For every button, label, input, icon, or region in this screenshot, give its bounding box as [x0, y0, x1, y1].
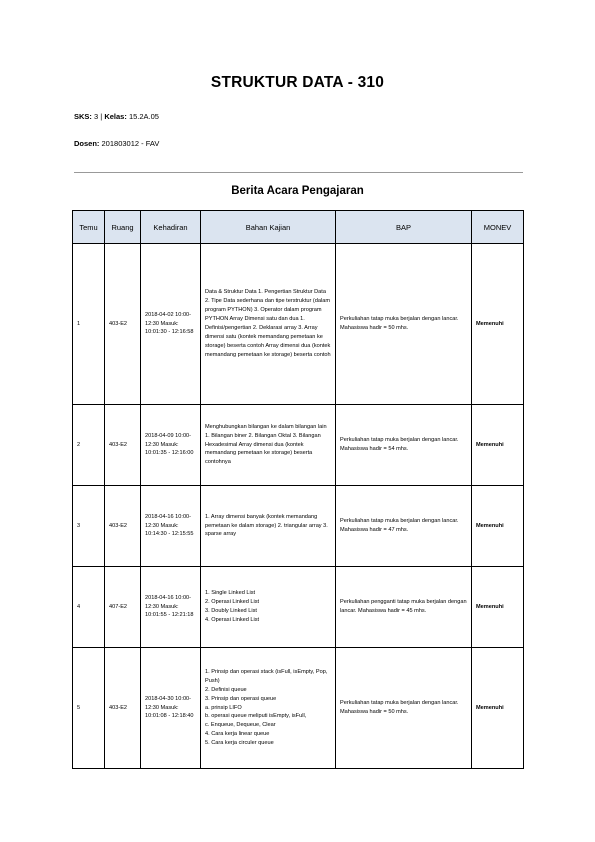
- cell-monev: Memenuhi: [472, 405, 524, 486]
- bahan-kajian-line: 4. Cara kerja linear queue: [205, 731, 270, 738]
- bahan-kajian-line: c. Enqueue, Dequeue, Clear: [205, 722, 276, 729]
- cell-temu: 5: [73, 648, 105, 769]
- cell-bap: Perkuliahan tatap muka berjalan dengan lancar. Mahasiswa hadir = 50 mhs.: [336, 244, 472, 405]
- sks-value: 3: [94, 112, 99, 121]
- cell-bahan-kajian: [201, 405, 336, 486]
- bahan-kajian-line: b. operasi queue meliputi isEmpty, isFull,: [205, 713, 307, 720]
- cell-ruang: 407-E2: [105, 567, 141, 648]
- cell-kehadiran: 2018-04-16 10:00-12:30 Masuk: 10:14:30 - 12:15:55: [141, 486, 201, 567]
- cell-ruang: 403-E2: [105, 244, 141, 405]
- lecturer-info: [74, 139, 159, 148]
- table-header-row: [73, 211, 524, 244]
- kelas-label: Kelas:: [104, 112, 127, 121]
- course-info: SKS: 3 | Kelas: 15.2A.05: [74, 112, 159, 121]
- table-row: [73, 486, 524, 567]
- bahan-kajian-line: Data & Struktur Data 1. Pengertian Struktur Data 2. Tipe Data sederhana dan tipe terstruktur (dalam program PYTHON) 3. Operator dalam program PYTHON Array Dimensi satu dan dua 1. Definisi/pengertian 2. Deklarasi array 3. Array dimensi satu (kontek memandang pemetaan ke storage) beserta contoh Array dimensi dua (kontek memandang pemetaan ke storage) beserta contoh: [205, 289, 331, 358]
- cell-monev: Memenuhi: [472, 567, 524, 648]
- header-kehadiran: Kehadiran: [141, 211, 201, 244]
- bahan-kajian-line: 2. Definisi queue: [205, 686, 247, 693]
- cell-ruang: 403-E2: [105, 486, 141, 567]
- cell-bahan-kajian: [201, 648, 336, 769]
- cell-bahan-kajian: [201, 567, 336, 648]
- cell-kehadiran: 2018-04-30 10:00-12:30 Masuk: 10:01:08 - 12:18:40: [141, 648, 201, 769]
- bahan-kajian-line: 3. Doubly Linked List: [205, 608, 257, 614]
- header-ruang: Ruang: [105, 211, 141, 244]
- cell-bahan-kajian: [201, 486, 336, 567]
- cell-kehadiran: 2018-04-09 10:00-12:30 Masuk: 10:01:35 - 12:16:00: [141, 405, 201, 486]
- cell-kehadiran: 2018-04-16 10:00-12:30 Masuk: 10:01:55 - 12:21:18: [141, 567, 201, 648]
- cell-temu: 3: [73, 486, 105, 567]
- cell-ruang: 403-E2: [105, 405, 141, 486]
- cell-temu: 4: [73, 567, 105, 648]
- dosen-label: Dosen:: [74, 139, 100, 148]
- header-monev: MONEV: [472, 211, 524, 244]
- kelas-value: 15.2A.05: [128, 112, 159, 121]
- sks-label: SKS:: [74, 112, 92, 121]
- table-row: [73, 405, 524, 486]
- document-title: STRUKTUR DATA - 310: [210, 74, 385, 91]
- dosen-value: 201803012 - FAV: [101, 139, 160, 148]
- cell-temu: 2: [73, 405, 105, 486]
- cell-bahan-kajian: [201, 244, 336, 405]
- bahan-kajian-line: a. prinsip LIFO: [205, 704, 242, 711]
- cell-bap: Perkuliahan tatap muka berjalan dengan lancar. Mahasiswa hadir = 54 mhs.: [336, 405, 472, 486]
- bahan-kajian-line: Menghubungkan bilangan ke dalam bilangan lain 1. Bilangan biner 2. Bilangan Oktal 3. Bilangan Hexadesimal Array dimensi dua (kontek memandang pemetaan ke storage) beserta contohnya: [205, 423, 327, 466]
- bahan-kajian-line: 3. Prinsip dan operasi queue: [205, 695, 277, 702]
- table-row: [73, 244, 524, 405]
- bahan-kajian-line: 5. Cara kerja circuler queue: [205, 740, 274, 747]
- bahan-kajian-line: 2. Operasi Linked List: [205, 599, 260, 606]
- cell-ruang: 403-E2: [105, 648, 141, 769]
- table-row: [73, 648, 524, 769]
- cell-bap: Perkuliahan tatap muka berjalan dengan lancar. Mahasiswa hadir = 47 mhs.: [336, 486, 472, 567]
- section-title: Berita Acara Pengajaran: [231, 185, 364, 197]
- bahan-kajian-line: 1. Single Linked List: [205, 590, 256, 597]
- header-bahan-kajian: Bahan Kajian: [201, 211, 336, 244]
- bahan-kajian-line: 1. Array dimensi banyak (kontek memandang pemetaan ke dalam storage) 2. triangular array 3. sparse array: [205, 513, 328, 538]
- cell-bap: Perkuliahan pengganti tatap muka berjalan dengan lancar. Mahasiswa hadir = 45 mhs.: [336, 567, 472, 648]
- cell-temu: 1: [73, 244, 105, 405]
- cell-monev: Memenuhi: [472, 648, 524, 769]
- cell-monev: Memenuhi: [472, 486, 524, 567]
- cell-monev: Memenuhi: [472, 244, 524, 405]
- divider: [74, 172, 523, 173]
- table-row: [73, 567, 524, 648]
- cell-kehadiran: 2018-04-02 10:00-12:30 Masuk: 10:01:30 - 12:16:58: [141, 244, 201, 405]
- bap-table: [72, 210, 524, 769]
- cell-bap: Perkuliahan tatap muka berjalan dengan lancar. Mahasiswa hadir = 50 mhs.: [336, 648, 472, 769]
- bahan-kajian-line: 1. Prinsip dan operasi stack (isFull, isEmpty, Pop, Push): [205, 668, 328, 684]
- header-bap: BAP: [336, 211, 472, 244]
- header-temu: Temu: [73, 211, 105, 244]
- bahan-kajian-line: 4. Operasi Linked List: [205, 616, 260, 623]
